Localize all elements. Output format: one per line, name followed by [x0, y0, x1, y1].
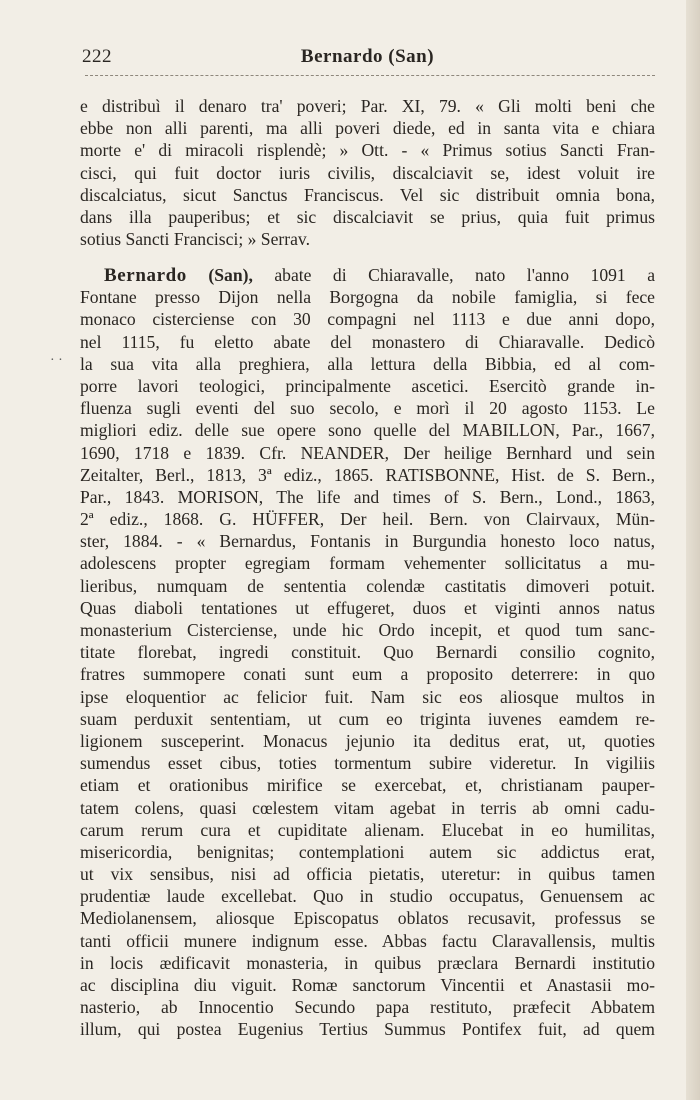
entry-paragraph — [80, 264, 655, 1041]
text-line: ligionem susceperint. Monacus jejunio ita deditus erat, ut, quoties — [80, 730, 655, 751]
text-line: monasterium Cisterciense, unde hic Ordo incepit, et quod tum sanc- — [80, 620, 655, 640]
text-line: fluenza sugli eventi del suo secolo, e morì il 20 agosto 1153. Le — [80, 398, 655, 419]
text-line: illum, qui postea Eugenius Tertius Summus Pontifex fuit, ad quem — [80, 1019, 655, 1040]
text-line: la sua vita alla preghiera, alla lettura della Bibbia, ed al com- — [80, 353, 655, 374]
text-line: lieribus, numquam de sententia colendæ castitatis dimoveri potuit. — [80, 575, 655, 596]
page-number: 222 — [82, 46, 112, 67]
text-line: titate florebat, ingredi constituit. Quo Bernardi consilio cognito, — [80, 642, 655, 663]
text-line: Fontane presso Dijon nella Borgogna da nobile famiglia, si fece — [80, 287, 655, 308]
text-line: carum rerum cura et cupiditate alienam. Elucebat in eo humilitas, — [80, 819, 655, 840]
text-line: Zeitalter, Berl., 1813, 3ª ediz., 1865. RATISBONNE, Hist. de S. Bern., — [80, 464, 655, 485]
text-line: prudentiæ laude excellebat. Quo in studio occupatus, Genuensem ac — [80, 886, 655, 907]
text-line: sumendus esset cibus, toties tormentum subire videretur. In vigiliis — [80, 753, 655, 774]
text-line: misericordia, benignitas; contemplationi autem sic addictus erat, — [80, 841, 655, 862]
text-line: suam perduxit sententiam, ut cum eo triginta iuvenes eamdem re- — [80, 708, 655, 729]
text-line: nasterio, ab Innocentio Secundo papa restituto, præfecit Abbatem — [80, 997, 655, 1018]
entry-headword: Bernardo — [104, 265, 187, 286]
header-rule — [85, 75, 655, 76]
text-line: morte e' di miracoli risplendè; » Ott. - « Primus sotius Sancti Fran- — [80, 140, 655, 161]
continuation-paragraph — [80, 95, 655, 250]
text-line: ac disciplina diu viguit. Romæ sanctorum Vincentii et Anastasii mo- — [80, 975, 655, 995]
text-line: fratres summopere conati sunt eum a proposito deterrere: in quo — [80, 664, 655, 685]
text-line: ster, 1884. - « Bernardus, Fontanis in Burgundia honesto loco natus, — [80, 531, 655, 552]
text-line: dans illa pauperibus; et sic discalciavit se prius, quia fuit primus — [80, 206, 655, 227]
text-line: Par., 1843. MORISON, The life and times of S. Bern., Lond., 1863, — [80, 486, 655, 507]
text-line: ipse eloquentior ac felicior fuit. Nam sic eos aliosque multos in — [80, 686, 655, 707]
margin-mark: · · — [50, 353, 63, 368]
text-line: e distribuì il denaro tra' poveri; Par. XI, 79. « Gli molti beni che — [80, 96, 655, 116]
running-title: Bernardo (San) — [300, 46, 435, 67]
entry-first-line — [80, 264, 655, 286]
text-line: etiam et orationibus mirifice se exercebat, et, christianam pauper- — [80, 775, 655, 796]
page-header — [80, 40, 655, 80]
text-line: ebbe non alli parenti, ma alli poveri diede, ed in santa vita e chiara — [80, 118, 655, 139]
entry-headword-suffix: (San), — [186, 265, 253, 285]
text-line: 2ª ediz., 1868. G. HÜFFER, Der heil. Bern. von Clairvaux, Mün- — [80, 509, 655, 530]
text-line: migliori ediz. delle sue opere sono quelle del MABILLON, Par., 1667, — [80, 420, 655, 441]
page-edge — [686, 0, 700, 1100]
text-line: tanti officii munere indignum esse. Abbas factu Claravallensis, multis — [80, 930, 655, 951]
text-line: Quas diaboli tentationes ut effugeret, duos et viginti annos natus — [80, 597, 655, 618]
text-line: porre lavori teologici, principalmente ascetici. Esercitò grande in- — [80, 375, 655, 396]
text-line: discalciatus, sicut Sanctus Franciscus. Vel sic distribuit omnia bona, — [80, 184, 655, 205]
text-line: tatem colens, quasi cœlestem vitam agebat in terris ab omni cadu- — [80, 797, 655, 818]
text-line: adolescens propter egregiam formam vehementer sollicitatus a mu- — [80, 553, 655, 574]
text-line: ut vix sensibus, nisi ad officia pietatis, uteretur: in quibus tamen — [80, 864, 655, 885]
entry-first-line-rest: abate di Chiaravalle, nato l'anno 1091 a — [252, 265, 655, 285]
text-line: sotius Sancti Francisci; » Serrav. — [80, 229, 310, 250]
text-line: 1690, 1718 e 1839. Cfr. NEANDER, Der heilige Bernhard und sein — [80, 442, 655, 463]
text-line: Mediolanensem, aliosque Episcopatus oblatos recusavit, professus se — [80, 908, 655, 929]
text-line: monaco cisterciense con 30 compagni nel 1113 e due anni dopo, — [80, 309, 655, 330]
text-line: in locis ædificavit monasteria, in quibus præclara Bernardi institutio — [80, 952, 655, 973]
text-line: cisci, qui fuit doctor iuris civilis, discalciavit se, idest voluit ire — [80, 162, 655, 183]
text-line: nel 1115, fu eletto abate del monastero di Chiaravalle. Dedicò — [80, 331, 655, 352]
